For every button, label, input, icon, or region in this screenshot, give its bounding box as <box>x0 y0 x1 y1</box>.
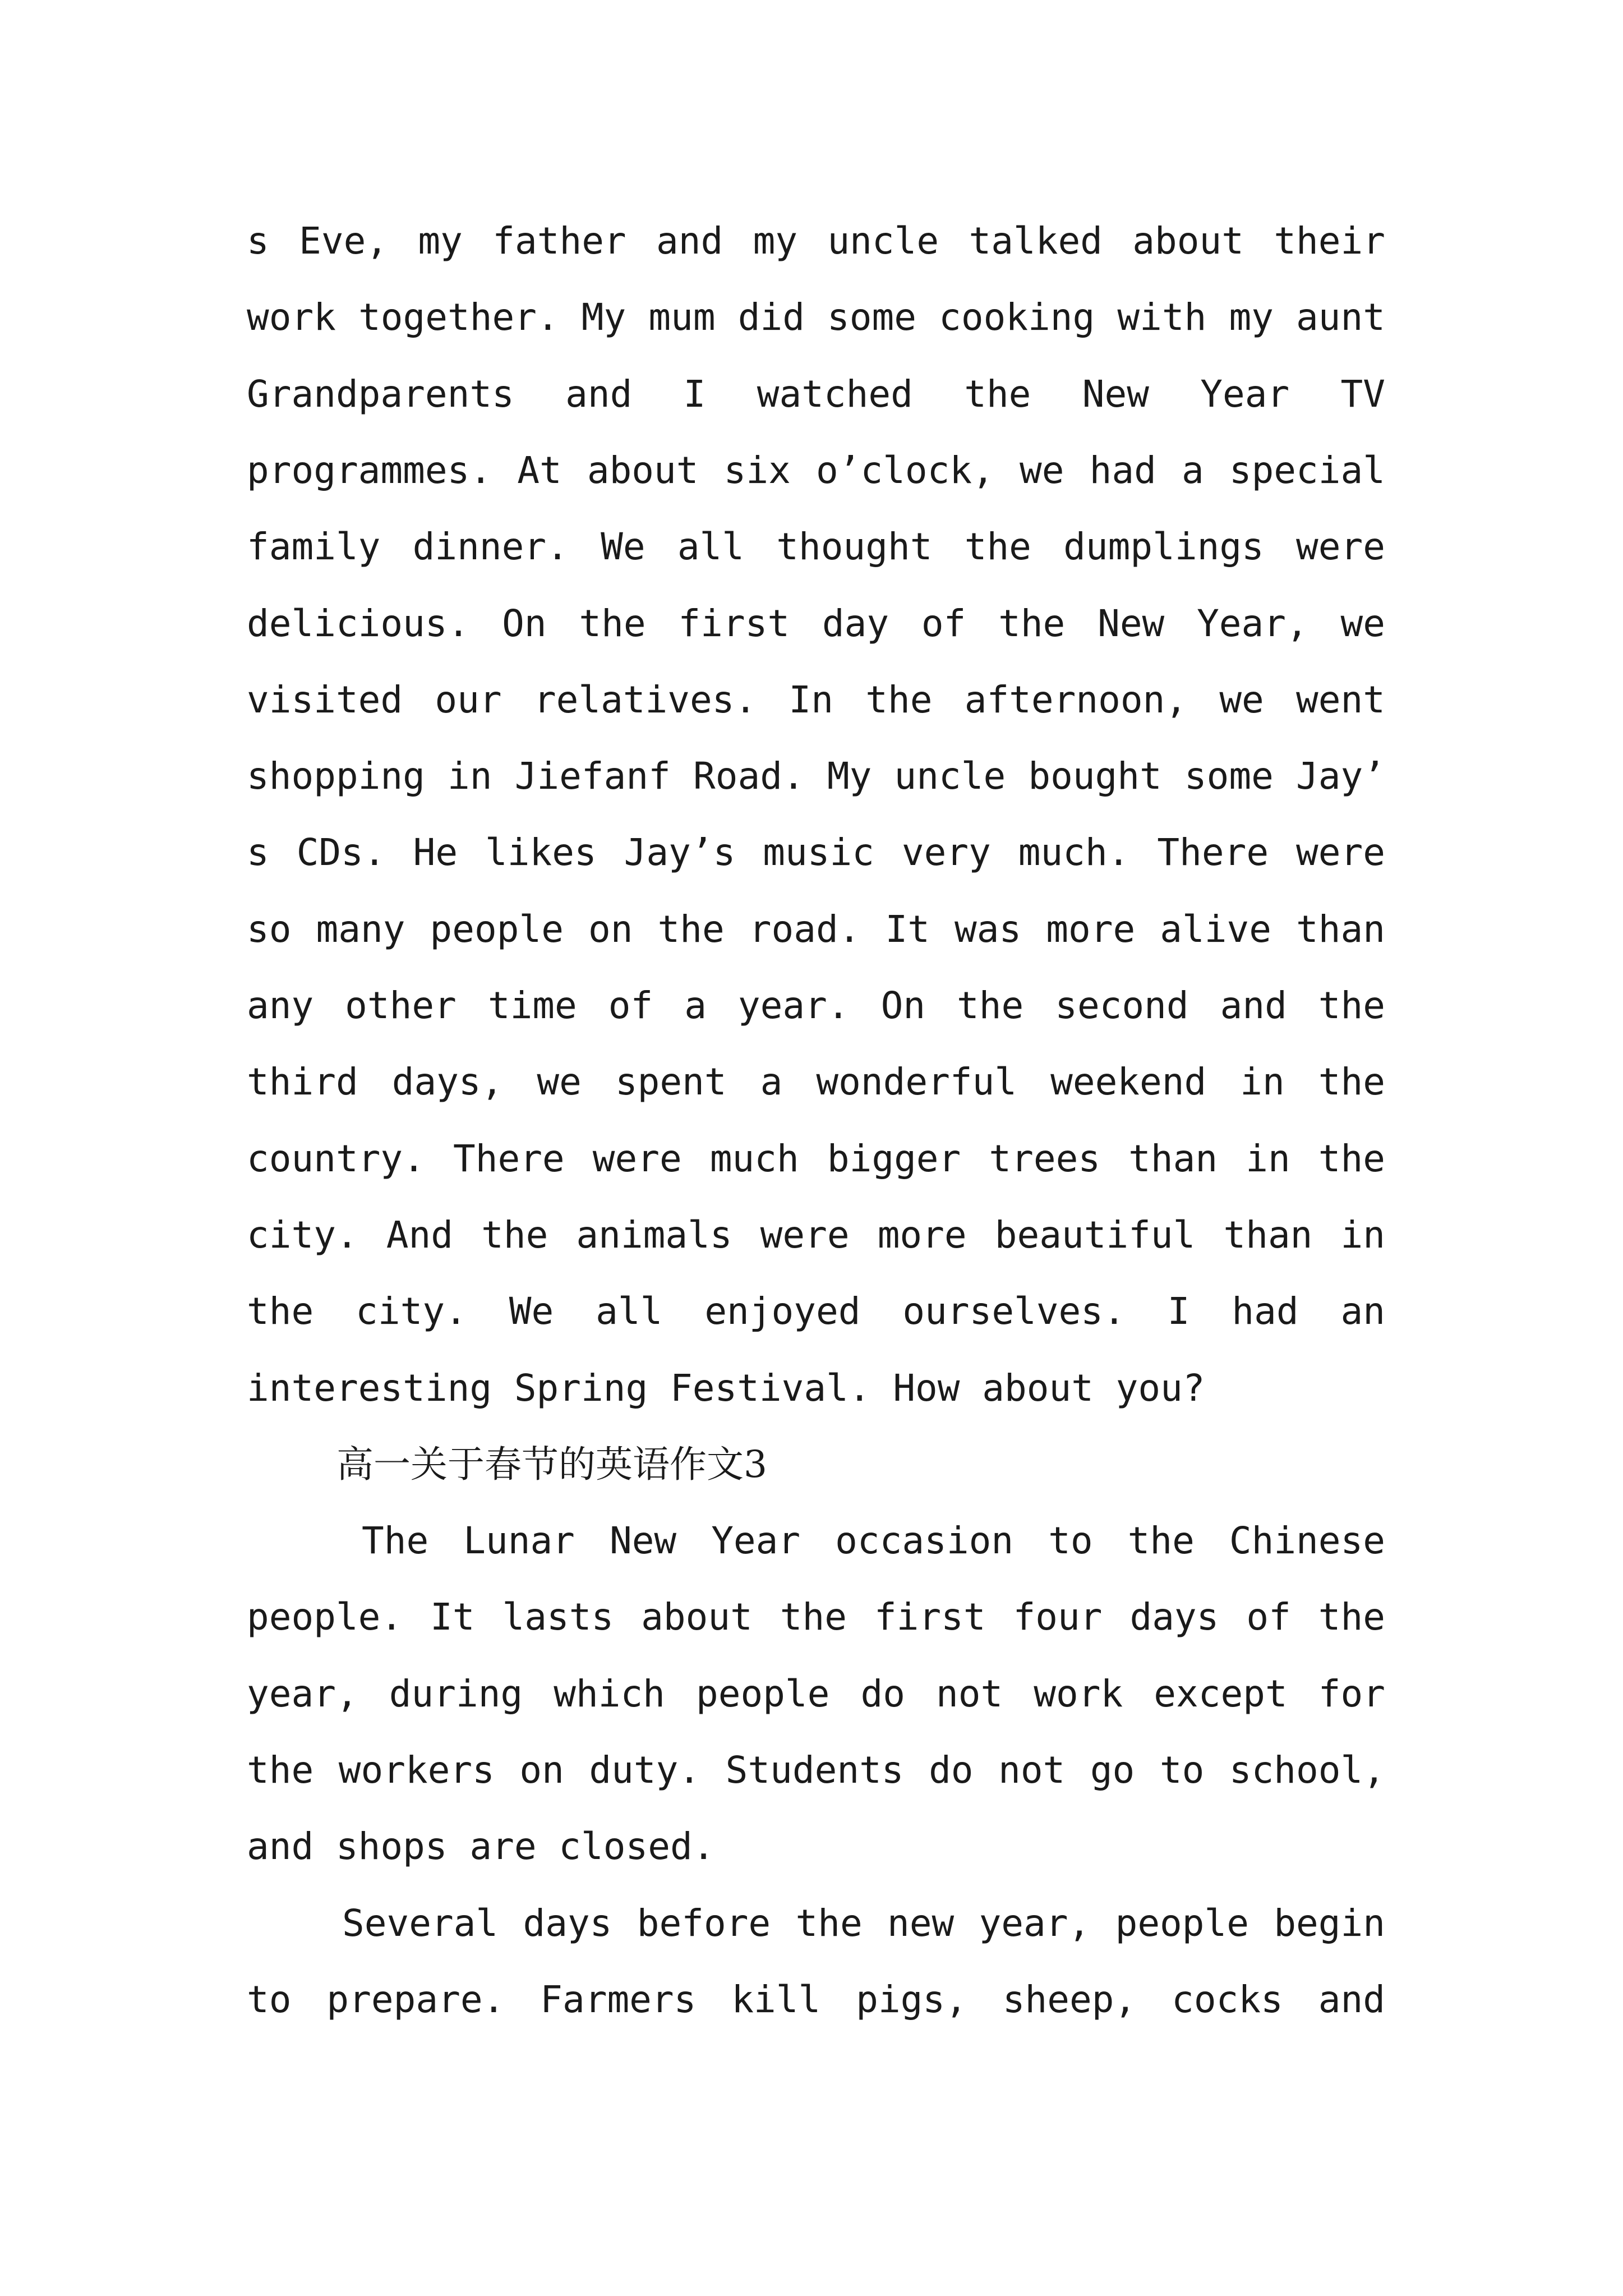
text-line: shopping in Jiefanf Road. My uncle bought some Jay’ <box>247 754 1385 798</box>
text-line: the city. We all enjoyed ourselves. I had an <box>247 1290 1385 1333</box>
text-line: and shops are closed. <box>247 1825 715 1869</box>
text-line: the workers on duty. Students do not go to school, <box>247 1749 1385 1792</box>
document-body <box>247 219 1385 2054</box>
text-line: year, during which people do not work except for <box>247 1672 1385 1715</box>
text-line: delicious. On the first day of the New Year, we <box>247 601 1385 645</box>
text-line: visited our relatives. In the afternoon, we went <box>247 678 1385 721</box>
section-heading: 高一关于春节的英语作文3 <box>336 1442 767 1486</box>
text-line: to prepare. Farmers kill pigs, sheep, cocks and <box>247 1977 1385 2021</box>
text-line: any other time of a year. On the second and the <box>247 984 1385 1027</box>
text-line: Several days before the new year, people begin <box>342 1901 1385 1945</box>
text-line: third days, we spent a wonderful weekend in the <box>247 1060 1385 1104</box>
text-line: The Lunar New Year occasion to the Chinese <box>362 1519 1385 1563</box>
text-line: people. It lasts about the first four days of the <box>247 1595 1385 1639</box>
text-line: country. There were much bigger trees than in the <box>247 1137 1385 1180</box>
text-line: programmes. At about six o’clock, we had a special <box>247 448 1385 492</box>
text-line: family dinner. We all thought the dumplings were <box>247 525 1385 569</box>
text-line: Grandparents and I watched the New Year TV <box>247 372 1385 416</box>
text-line: s Eve, my father and my uncle talked about their <box>247 219 1385 263</box>
text-line: s CDs. He likes Jay’s music very much. There were <box>247 831 1385 875</box>
text-line: city. And the animals were more beautiful than in <box>247 1213 1385 1257</box>
text-line: work together. My mum did some cooking with my aunt <box>247 296 1385 339</box>
text-line: so many people on the road. It was more alive than <box>247 907 1385 951</box>
text-line: interesting Spring Festival. How about you? <box>247 1366 1205 1410</box>
